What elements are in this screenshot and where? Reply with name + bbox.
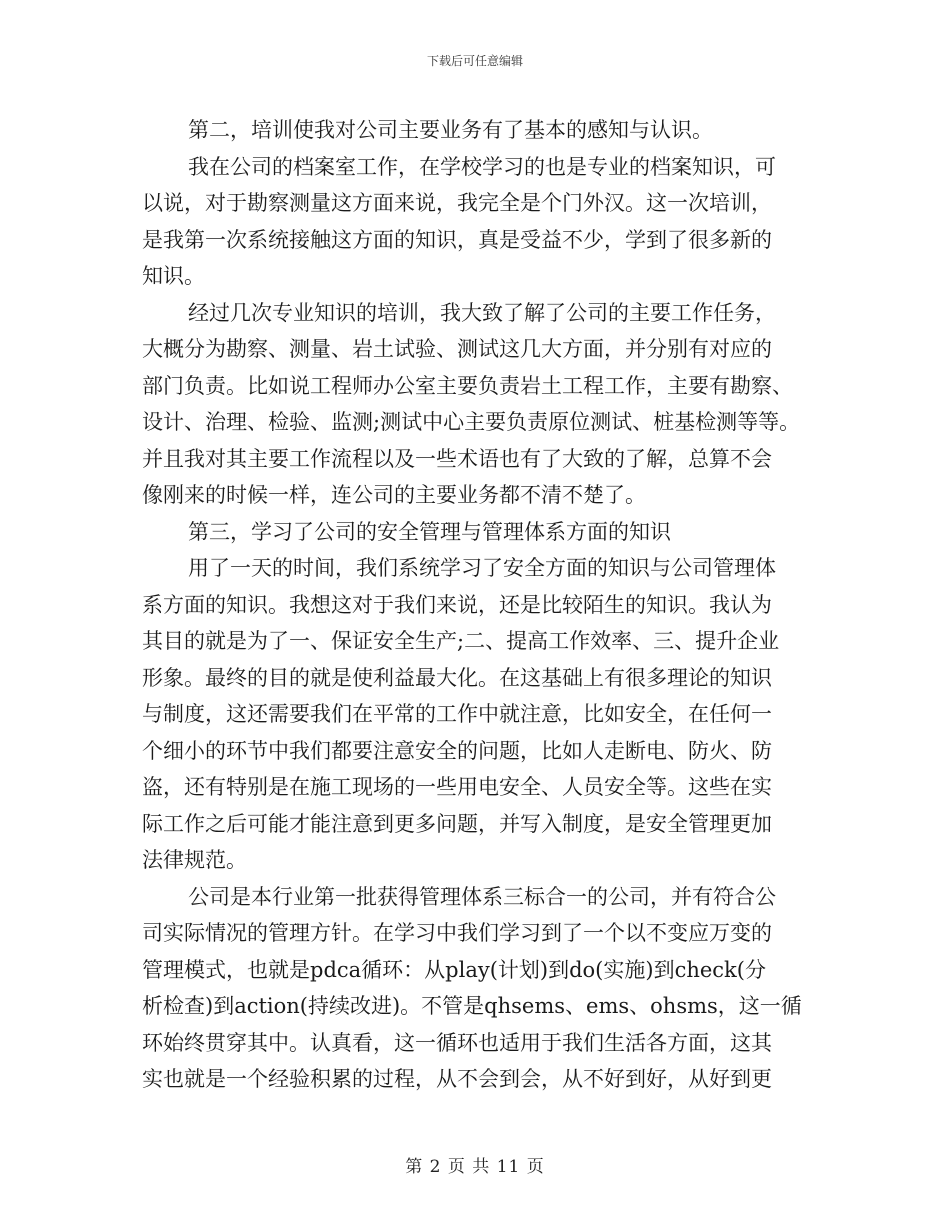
text-line: 第三，学习了公司的安全管理与管理体系方面的知识 — [188, 519, 671, 544]
text-line: 像刚来的时候一样，连公司的主要业务都不清不楚了。 — [142, 483, 646, 507]
text-line: 个细小的环节中我们都要注意安全的问题，比如人走断电、防火、防 — [142, 738, 772, 763]
text-line: 经过几次专业知识的培训，我大致了解了公司的主要工作任务， — [188, 300, 776, 325]
text-line: 以说，对于勘察测量这方面来说，我完全是个门外汉。这一次培训， — [142, 191, 772, 215]
text-line: 与制度，这还需要我们在平常的工作中就注意，比如安全，在任何一 — [142, 702, 772, 726]
text-line: 第二，培训使我对公司主要业务有了基本的感知与认识。 — [188, 118, 713, 142]
text-line: 部门负责。比如说工程师办公室主要负责岩土工程工作，主要有勘察、 — [142, 373, 793, 398]
text-line: 大概分为勘察、测量、岩土试验、测试这几大方面，并分别有对应的 — [142, 337, 772, 361]
text-line: 我在公司的档案室工作，在学校学习的也是专业的档案知识，可 — [188, 154, 776, 179]
document-body — [142, 112, 822, 1098]
text-line: 其目的就是为了一、保证安全生产;二、提高工作效率、三、提升企业 — [142, 629, 780, 653]
text-line: 是我第一次系统接触这方面的知识，真是受益不少，学到了很多新的 — [142, 227, 772, 252]
text-line: 设计、治理、检验、监测;测试中心主要负责原位测试、桩基检测等等。 — [142, 410, 801, 434]
page-header: 下载后可任意编辑 — [426, 54, 523, 68]
text-line: 公司是本行业第一批获得管理体系三标合一的公司，并有符合公 — [188, 884, 776, 909]
text-line: 法律规范。 — [142, 848, 247, 872]
text-line: 际工作之后可能才能注意到更多问题，并写入制度，是安全管理更加 — [142, 811, 772, 836]
text-line: 形象。最终的目的就是使利益最大化。在这基础上有很多理论的知识 — [142, 665, 772, 690]
text-line: 司实际情况的管理方针。在学习中我们学习到了一个以不变应万变的 — [142, 921, 772, 945]
text-line: 管理模式，也就是pdca循环：从play(计划)到do(实施)到check(分 — [142, 957, 766, 982]
text-line: 析检查)到action(持续改进)。不管是qhsems、ems、ohsms，这一循 — [142, 994, 802, 1018]
text-line: 环始终贯穿其中。认真看，这一循环也适用于我们生活各方面，这其 — [142, 1030, 772, 1055]
text-line: 实也就是一个经验积累的过程，从不会到会，从不好到好，从好到更 — [142, 1067, 772, 1091]
text-line: 系方面的知识。我想这对于我们来说，还是比较陌生的知识。我认为 — [142, 592, 772, 617]
page-footer: 第 2 页 共 11 页 — [405, 1157, 545, 1177]
text-line: 知识。 — [142, 264, 205, 288]
text-line: 并且我对其主要工作流程以及一些术语也有了大致的了解，总算不会 — [142, 446, 772, 471]
text-line: 用了一天的时间，我们系统学习了安全方面的知识与公司管理体 — [188, 556, 776, 580]
text-line: 盗，还有特别是在施工现场的一些用电安全、人员安全等。这些在实 — [142, 775, 772, 799]
